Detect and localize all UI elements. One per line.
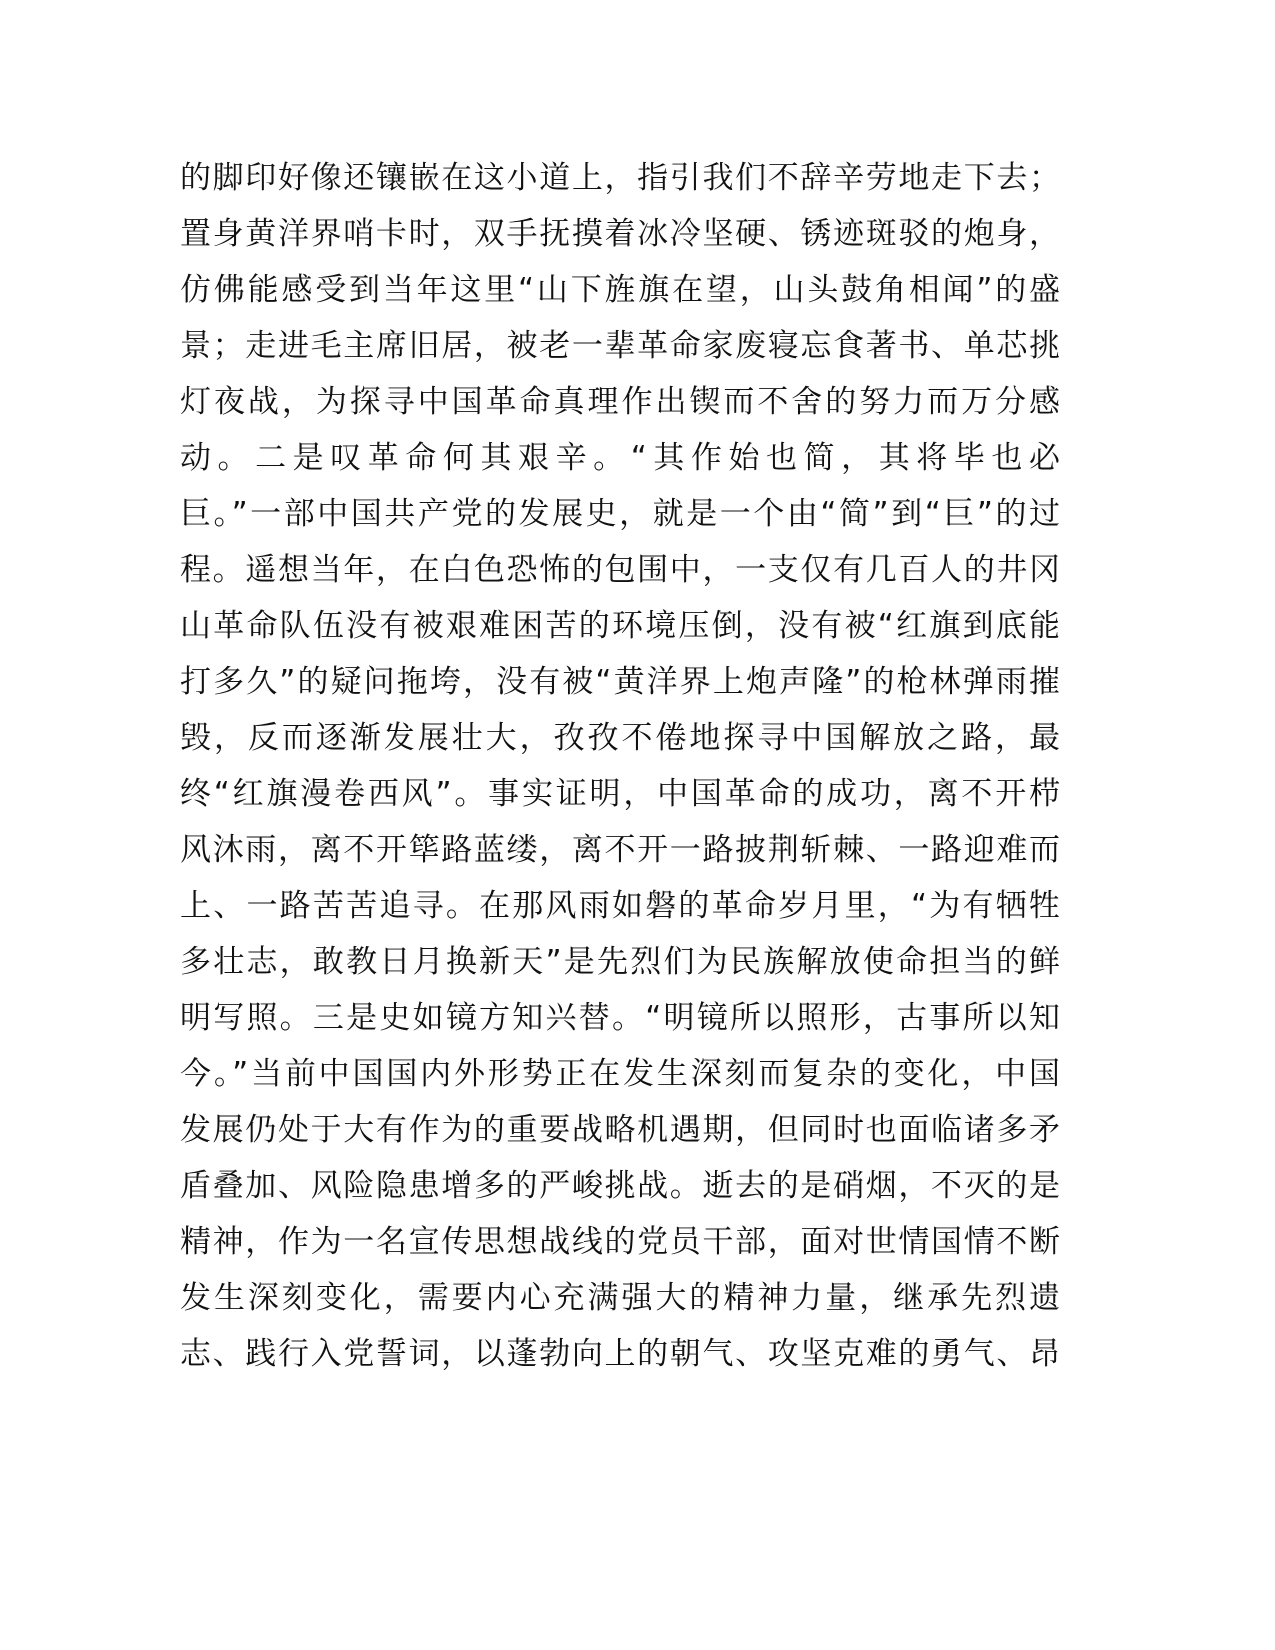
text-line: 风沐雨，离不开筚路蓝缕，离不开一路披荆斩棘、一路迎难而 bbox=[180, 832, 1060, 868]
text-line: 置身黄洋界哨卡时，双手抚摸着冰冷坚硬、锈迹斑驳的炮身， bbox=[180, 216, 1060, 252]
text-line: 程。遥想当年，在白色恐怖的包围中，一支仅有几百人的井冈 bbox=[180, 552, 1060, 588]
text-line: 巨。”一部中国共产党的发展史，就是一个由“简”到“巨”的过 bbox=[180, 496, 1060, 532]
text-line: 上、一路苦苦追寻。在那风雨如磐的革命岁月里，“为有牺牲 bbox=[180, 888, 1060, 924]
text-line: 动。二是叹革命何其艰辛。“其作始也简，其将毕也必 bbox=[180, 440, 1060, 476]
text-line: 灯夜战，为探寻中国革命真理作出锲而不舍的努力而万分感 bbox=[180, 384, 1060, 420]
text-line: 发展仍处于大有作为的重要战略机遇期，但同时也面临诸多矛 bbox=[180, 1112, 1060, 1148]
text-line: 今。”当前中国国内外形势正在发生深刻而复杂的变化，中国 bbox=[180, 1056, 1060, 1092]
text-line: 打多久”的疑问拖垮，没有被“黄洋界上炮声隆”的枪林弹雨摧 bbox=[180, 664, 1060, 700]
text-line: 发生深刻变化，需要内心充满强大的精神力量，继承先烈遗 bbox=[180, 1280, 1060, 1316]
body-text bbox=[180, 150, 1060, 1382]
text-line: 多壮志，敢教日月换新天”是先烈们为民族解放使命担当的鲜 bbox=[180, 944, 1060, 980]
text-line: 志、践行入党誓词，以蓬勃向上的朝气、攻坚克难的勇气、昂 bbox=[180, 1336, 1060, 1372]
text-line: 盾叠加、风险隐患增多的严峻挑战。逝去的是硝烟，不灭的是 bbox=[180, 1168, 1060, 1204]
text-line: 终“红旗漫卷西风”。事实证明，中国革命的成功，离不开栉 bbox=[180, 776, 1060, 812]
text-line: 精神，作为一名宣传思想战线的党员干部，面对世情国情不断 bbox=[180, 1224, 1060, 1260]
text-line: 的脚印好像还镶嵌在这小道上，指引我们不辞辛劳地走下去； bbox=[180, 160, 1060, 196]
text-line: 景；走进毛主席旧居，被老一辈革命家废寝忘食著书、单芯挑 bbox=[180, 328, 1060, 364]
text-line: 仿佛能感受到当年这里“山下旌旗在望，山头鼓角相闻”的盛 bbox=[180, 272, 1060, 308]
text-line: 毁，反而逐渐发展壮大，孜孜不倦地探寻中国解放之路，最 bbox=[180, 720, 1060, 756]
text-line: 明写照。三是史如镜方知兴替。“明镜所以照形，古事所以知 bbox=[180, 1000, 1060, 1036]
text-line: 山革命队伍没有被艰难困苦的环境压倒，没有被“红旗到底能 bbox=[180, 608, 1060, 644]
